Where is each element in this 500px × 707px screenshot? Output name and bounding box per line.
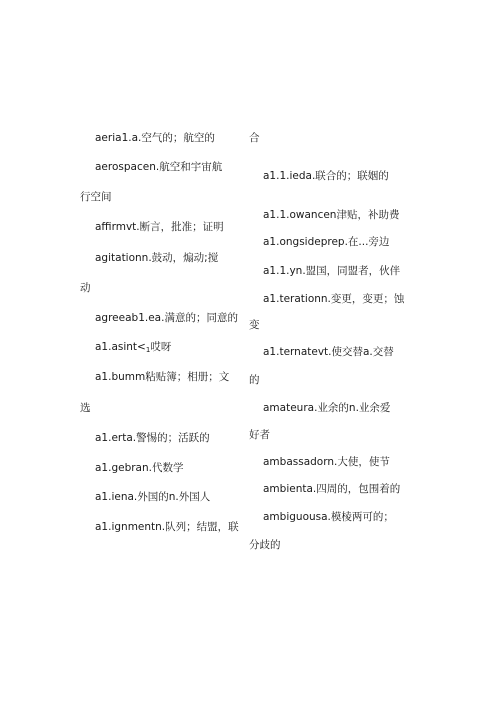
entry-line-continuation: 动 — [80, 282, 91, 294]
entry-line: aeria1.a.空气的；航空的 — [95, 132, 215, 144]
entry-line: a1.1.ieda.联合的；联姻的 — [263, 170, 389, 182]
entry-line: a1.iena.外国的n.外国人 — [95, 491, 211, 503]
entry-line: a1.gebran.代数学 — [95, 462, 184, 474]
entry-line: a1.bumm粘贴簿；相册；文 — [95, 371, 230, 383]
entry-line-continuation: 好者 — [249, 429, 270, 441]
entry-line-continuation: 的 — [249, 374, 260, 386]
entry-line: aerospacen.航空和宇宙航 — [95, 161, 223, 173]
entry-line: ambienta.四周的，包围着的 — [263, 483, 401, 495]
entry-line-continuation: 选 — [80, 402, 91, 414]
entry-line: a1.ternatevt.使交替a.交替 — [263, 346, 394, 358]
entry-line-continuation: 分歧的 — [249, 539, 281, 551]
entry-line: agreeab1.ea.满意的；同意的 — [95, 312, 238, 324]
entry-line: a1.ignmentn.队列；结盟，联 — [95, 521, 239, 533]
entry-line: a1.1.owancen津贴，补助费 — [263, 209, 400, 221]
entry-line: a1.terationn.变更，变更；蚀 — [263, 293, 405, 305]
entry-line: a1.erta.警惕的；活跃的 — [95, 432, 210, 444]
entry-line-continuation: 行空间 — [80, 191, 112, 203]
entry-line — [95, 340, 171, 357]
entry-line: amateura.业余的n.业余爱 — [263, 402, 391, 414]
entry-line: agitationn.鼓动，煽动;搅 — [95, 252, 219, 264]
entry-line: ambiguousa.模棱两可的； — [263, 511, 394, 523]
entry-text: a1.asint< — [95, 341, 146, 353]
entry-text-after: 哎呀 — [150, 341, 172, 353]
entry-line: a1.ongsideprep.在...旁边 — [263, 236, 390, 248]
entry-line-continuation: 合 — [249, 132, 260, 144]
entry-line: a1.1.yn.盟国，同盟者，伙伴 — [263, 265, 401, 277]
entry-line: ambassadorn.大使，使节 — [263, 456, 390, 468]
entry-subscript: 1 — [145, 346, 151, 354]
entry-line-continuation: 变 — [249, 319, 260, 331]
entry-line: affirmvt.断言，批准；证明 — [95, 221, 224, 233]
